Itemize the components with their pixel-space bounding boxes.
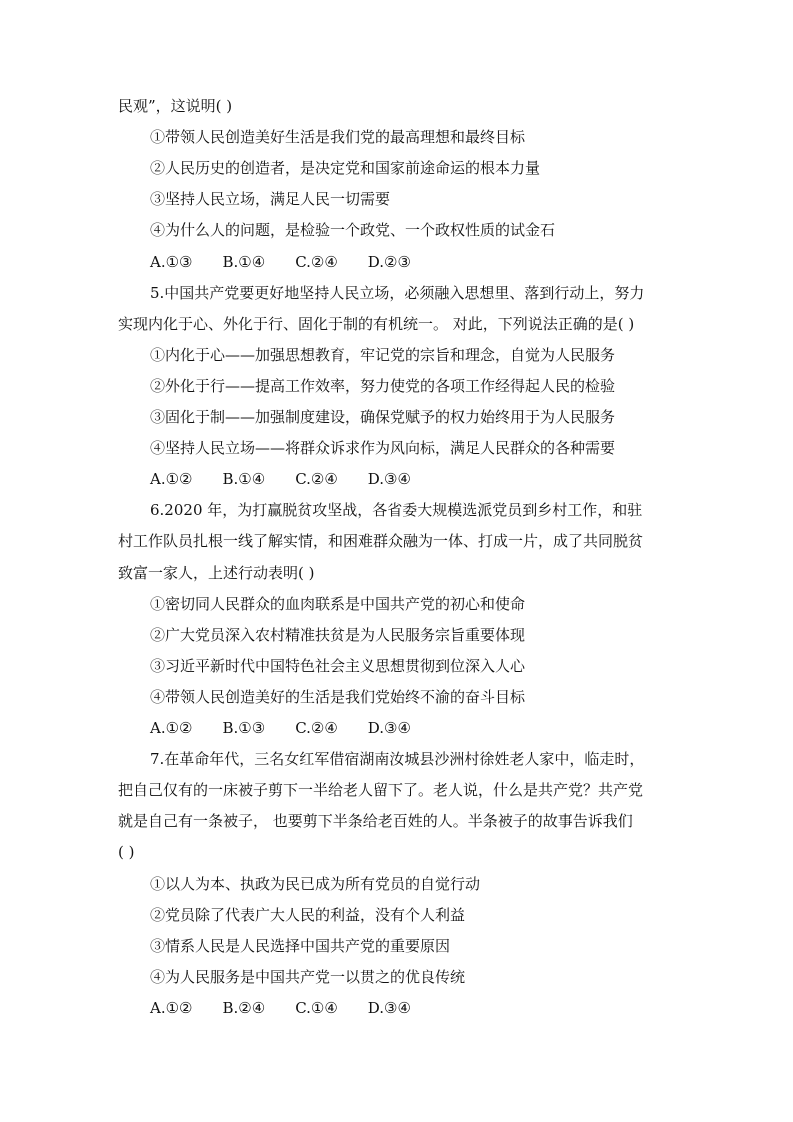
answer-option: D.③④ [367, 998, 411, 1017]
text-line: ( ) [118, 843, 135, 862]
answer-option: D.③④ [367, 719, 411, 737]
answer-option: C.①④ [295, 998, 338, 1017]
text-line: 7.在革命年代，三名女红军借宿湖南汝城县沙洲村徐姓老人家中，临走时， [150, 750, 645, 769]
text-line: 5.中国共产党要更好地坚持人民立场，必须融入思想里、落到行动上，努力 [150, 283, 645, 302]
text-line: 实现内化于心、外化于行、固化于制的有机统一。 对此，下列说法正确的是( ) [118, 314, 635, 333]
text-line: ④为什么人的问题，是检验一个政党、一个政权性质的试金石 [150, 221, 556, 240]
text-line: ①以人为本、执政为民已成为所有党员的自觉行动 [150, 874, 481, 893]
answer-option: C.②④ [295, 470, 338, 489]
text-line: ①内化于心——加强思想教育，牢记党的宗旨和理念，自觉为人民服务 [150, 345, 616, 364]
answer-options [150, 252, 411, 272]
text-line: 致富一家人，上述行动表明( ) [118, 563, 315, 582]
answer-option: D.②③ [367, 252, 411, 271]
text-line: 就是自己有一条被子， 也要剪下半条给老百姓的人。半条被子的故事告诉我们 [118, 812, 633, 831]
answer-options [150, 718, 411, 738]
text-line: 村工作队员扎根一线了解实情，和困难群众融为一体、打成一片，成了共同脱贫 [118, 532, 644, 551]
text-line: ②党员除了代表广大人民的利益，没有个人利益 [150, 905, 466, 924]
text-line: ②广大党员深入农村精准扶贫是为人民服务宗旨重要体现 [150, 625, 526, 644]
answer-option: A.①② [150, 998, 193, 1017]
text-line: ④坚持人民立场——将群众诉求作为风向标，满足人民群众的各种需要 [150, 439, 616, 458]
text-line: ②人民历史的创造者，是决定党和国家前途命运的根本力量 [150, 159, 541, 178]
text-line: 把自己仅有的一床被子剪下一半给老人留下了。老人说，什么是共产党？共产党 [118, 781, 644, 800]
text-line: ③情系人民是人民选择中国共产党的重要原因 [150, 936, 451, 955]
answer-option: B.①③ [222, 719, 266, 737]
answer-options [150, 469, 411, 489]
answer-option: A.①② [150, 719, 193, 737]
text-line: ①带领人民创造美好生活是我们党的最高理想和最终目标 [150, 128, 526, 147]
text-line: ④带领人民创造美好的生活是我们党始终不渝的奋斗目标 [150, 687, 526, 706]
text-line: ②外化于行——提高工作效率，努力使党的各项工作经得起人民的检验 [150, 376, 616, 395]
answer-option: B.①④ [222, 252, 266, 271]
answer-option: A.①② [150, 470, 193, 489]
text-line: ③习近平新时代中国特色社会主义思想贯彻到位深入人心 [150, 656, 526, 675]
answer-option: B.②④ [222, 998, 266, 1017]
text-line: ④为人民服务是中国共产党一以贯之的优良传统 [150, 967, 466, 986]
answer-option: A.①③ [150, 252, 193, 271]
answer-option: C.②④ [295, 252, 338, 271]
text-line: 民观”，这说明( ) [118, 97, 233, 115]
text-line: ①密切同人民群众的血肉联系是中国共产党的初心和使命 [150, 594, 526, 613]
answer-option: B.①④ [222, 470, 266, 489]
answer-options [150, 998, 411, 1018]
text-line: ③坚持人民立场，满足人民一切需要 [150, 190, 391, 209]
answer-option: D.③④ [367, 470, 411, 489]
answer-option: C.②④ [295, 719, 338, 737]
text-line: ③固化于制——加强制度建设，确保党赋予的权力始终用于为人民服务 [150, 408, 616, 426]
text-line: 6.2020 年，为打赢脱贫攻坚战，各省委大规模选派党员到乡村工作，和驻 [150, 501, 643, 520]
